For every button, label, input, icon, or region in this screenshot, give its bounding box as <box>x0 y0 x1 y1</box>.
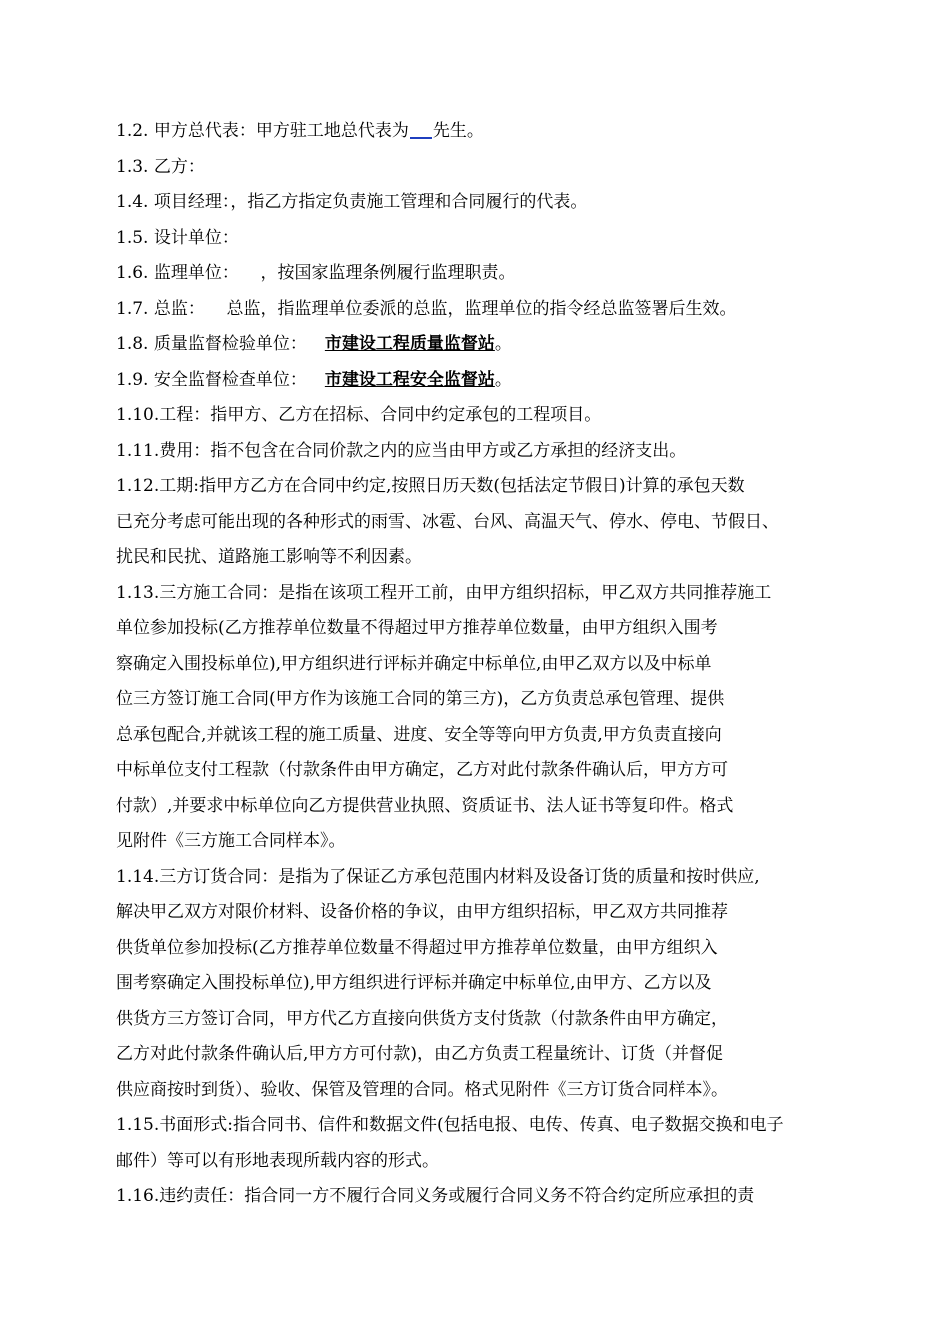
clause-text: 设计单位： <box>153 227 239 248</box>
clause-line: 供应商按时到货）、验收、保管及管理的合同。格式见附件《三方订货合同样本》。 <box>116 1079 728 1100</box>
clause-text: 监理单位： ，按国家监理条例履行监理职责。 <box>153 263 516 283</box>
clause-number: 1.12. <box>116 476 160 496</box>
clause-number: 1.8. <box>116 334 149 354</box>
clause-1-6 <box>116 256 844 292</box>
clause-line: 1.13.三方施工合同：是指在该项工程开工前，由甲方组织招标，甲乙双方共同推荐施工 <box>116 582 772 603</box>
clause-1-13 <box>116 576 844 860</box>
clause-line: 中标单位支付工程款（付款条件由甲方确定，乙方对此付款条件确认后，甲方方可 <box>116 760 728 780</box>
clause-line: 1.12.工期:指甲方乙方在合同中约定,按照日历天数(包括法定节假日)计算的承包天数 <box>116 476 745 496</box>
clause-line: 单位参加投标(乙方推荐单位数量不得超过甲方推荐单位数量，由甲方组织入围考 <box>116 618 718 638</box>
clause-line: 见附件《三方施工合同样本》。 <box>116 831 346 851</box>
clause-end: 。 <box>494 334 512 354</box>
clause-end: 。 <box>494 369 512 390</box>
clause-1-11 <box>116 434 844 470</box>
clause-label: 质量监督检验单位： <box>153 334 307 354</box>
clause-line: 1.15.书面形式:指合同书、信件和数据文件(包括电报、电传、传真、电子数据交换和电子 <box>116 1115 784 1135</box>
clause-line: 乙方对此付款条件确认后,甲方方可付款)，由乙方负责工程量统计、订货（并督促 <box>116 1044 724 1064</box>
safety-supervision-station: 市建设工程安全监督站 <box>324 369 495 390</box>
clause-1-4 <box>116 185 844 221</box>
clause-text: 总监： 总监，指监理单位委派的总监，监理单位的指令经总监签署后生效。 <box>153 298 737 319</box>
clause-1-14 <box>116 860 844 1109</box>
clause-text: 甲方总代表：甲方驻工地总代表为 <box>153 121 409 141</box>
clause-1-10 <box>116 398 844 434</box>
clause-number: 1.4. <box>116 192 149 212</box>
clause-line: 供货方三方签订合同，甲方代乙方直接向供货方支付货款（付款条件由甲方确定， <box>116 1008 728 1029</box>
clause-number: 1.6. <box>116 263 149 283</box>
clause-number: 1.15. <box>116 1115 160 1135</box>
clause-line: 供货单位参加投标(乙方推荐单位数量不得超过甲方推荐单位数量，由甲方组织入 <box>116 937 718 958</box>
quality-supervision-station: 市建设工程质量监督站 <box>324 334 495 354</box>
clause-line: 位三方签订施工合同(甲方作为该施工合同的第三方)，乙方负责总承包管理、提供 <box>116 689 725 709</box>
clause-line: 已充分考虑可能出现的各种形式的雨雪、冰雹、台风、高温天气、停水、停电、节假日、 <box>116 511 779 532</box>
clause-1-9 <box>116 363 844 399</box>
clause-line: 1.16.违约责任：指合同一方不履行合同义务或履行合同义务不符合约定所应承担的责 <box>116 1186 755 1206</box>
clause-line: 解决甲乙双方对限价材料、设备价格的争议，由甲方组织招标，甲乙双方共同推荐 <box>116 902 728 922</box>
clause-label: 安全监督检查单位： <box>153 369 307 390</box>
clause-number: 1.7. <box>116 298 149 319</box>
clause-text: 费用：指不包含在合同价款之内的应当由甲方或乙方承担的经济支出。 <box>159 440 687 461</box>
clause-line: 总承包配合,并就该工程的施工质量、进度、安全等等向甲方负责,甲方负责直接向 <box>116 724 722 745</box>
clause-text-end: 先生。 <box>432 121 484 141</box>
clause-1-2 <box>116 114 844 150</box>
clause-1-7 <box>116 292 844 328</box>
clause-line: 邮件）等可以有形地表现所载内容的形式。 <box>116 1150 439 1171</box>
clause-line: 察确定入围投标单位),甲方组织进行评标并确定中标单位,由甲乙双方以及中标单 <box>116 653 712 674</box>
clause-number: 1.2. <box>116 121 149 141</box>
clause-1-3 <box>116 150 844 186</box>
clause-text: 工程：指甲方、乙方在招标、合同中约定承包的工程项目。 <box>159 405 602 425</box>
clause-number: 1.16. <box>116 1186 160 1206</box>
clause-line: 付款）,并要求中标单位向乙方提供营业执照、资质证书、法人证书等复印件。格式 <box>116 795 734 816</box>
clause-text: 项目经理：，指乙方指定负责施工管理和合同履行的代表。 <box>153 192 588 212</box>
clause-1-12 <box>116 469 844 576</box>
clause-number: 1.13. <box>116 582 160 603</box>
document-body <box>116 114 844 1215</box>
clause-number: 1.3. <box>116 156 149 177</box>
clause-1-15 <box>116 1108 844 1179</box>
clause-number: 1.14. <box>116 866 160 887</box>
clause-line: 1.14.三方订货合同：是指为了保证乙方承包范围内材料及设备订货的质量和按时供应, <box>116 866 760 887</box>
clause-number: 1.5. <box>116 227 149 248</box>
clause-number: 1.10. <box>116 405 160 425</box>
clause-1-8 <box>116 327 844 363</box>
clause-1-16 <box>116 1179 844 1215</box>
clause-line: 围考察确定入围投标单位),甲方组织进行评标并确定中标单位,由甲方、乙方以及 <box>116 973 712 993</box>
blank-underline <box>410 119 432 139</box>
clause-text: 乙方： <box>153 156 205 177</box>
clause-1-5 <box>116 221 844 257</box>
clause-line: 扰民和民扰、道路施工影响等不利因素。 <box>116 547 422 567</box>
clause-number: 1.9. <box>116 369 149 390</box>
clause-number: 1.11. <box>116 440 160 461</box>
